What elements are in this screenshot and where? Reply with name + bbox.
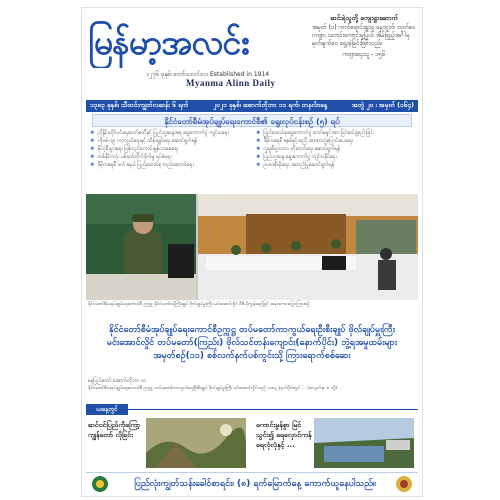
issue-number: အတွဲ ၂၀ ၊ အမှတ် (၁၆၄) — [351, 101, 414, 109]
list-item: ❖ ကိုဗစ်-၁၉ ကာကွယ်ရေးနှင့် ထိန်းချုပ်ရေး ဆောင်ရွက်ရန် — [90, 138, 198, 144]
divider — [128, 409, 418, 410]
teaser-left[interactable] — [86, 418, 248, 468]
bullet-list — [90, 130, 414, 190]
front-page-photo — [86, 194, 418, 300]
newspaper-page — [82, 8, 422, 496]
photo-caption: နိုင်ငံတော်စီမံအုပ်ချုပ်ရေးကောင်စီ ဥက္ကဋ္ဌ နိုင်ငံတော်ဝန်ကြီးချုပ် ဗိုလ်ချုပ်မှူးကြီး မင်းအောင်လှိုင် ဗီဒီယိုကွန်ဖရင့်ဖြင့် အမှာစကားပြောကြားစဉ် — [88, 302, 310, 307]
bullet-column-right — [256, 130, 414, 170]
list-item: ❖ ညှိနှိုင်းတိုင်ပင်ရေးကော်မတီနှင့် ပြည်သူ့ဆန္ဒအရ ရွေးကောက်ပွဲ ကျင်းပရေး — [90, 130, 229, 136]
list-item: ❖ ဒီမိုကရေစီ စနစ်နှင့်အညီ အာဏာလွှဲပြောင်းပေးရေး — [256, 138, 354, 144]
list-item: ❖ ဒီမိုကရေစီ ဖက်ဒရယ် ပြည်ထောင်စု တည်ဆောက်ရေး — [90, 162, 194, 168]
list-item: ❖ ပြည်သူ့ဆန္ဒ ရွေးကောက်ပွဲ ကျင်းပနိုင်ရေး — [256, 154, 337, 160]
census-banner — [86, 472, 418, 495]
teaser-right[interactable] — [254, 418, 416, 468]
teaser-right-image — [314, 418, 414, 468]
list-item: ❖ နိုင်ငံ့စီးပွားရေး ပြန်လည်ကောင်းမွန်လာစေရေး — [90, 146, 179, 152]
info-bar — [86, 100, 418, 112]
established-line: ၁၂၇၆ ခုနှစ်၊ တော်သလင်းလ၊ Established in 1914 — [146, 71, 270, 78]
list-item: ❖ ဥပဒေစိုးမိုးရေး အတည်ပြုဆောင်ရွက်ရန် — [256, 162, 335, 168]
inside-section-bar — [86, 404, 418, 415]
headline-bar: နိုင်ငံတော်စီမံအုပ်ချုပ်ရေးကောင်စီ၏ ရွေးလုပ်ငန်းစဉ် (၅) ရပ် — [92, 114, 412, 127]
gregorian-date: ၂၀၂၁ ခုနှစ်၊ အောက်တိုဘာ ၁၁ ရက်၊ တနင်္လာနေ့ — [212, 101, 328, 109]
teaser-left-image — [146, 418, 246, 468]
bullet-column-left — [90, 130, 248, 170]
teaser-right-text: ကောင်းမွန်စွာ မြင်သွင်း၍ ရေလှောင်ကန် ရေလုံလုံနှင့် ... — [256, 421, 312, 449]
banner-text: ပြည်လုံးကျွတ်သန်းခေါင်စာရင်း၊ (၈) ရက်မြောက်နေ့ ကောက်ယူနေပါသည်။ — [134, 479, 376, 489]
myanmar-date: ၁၃၈၃ ခုနှစ်၊ သီတင်းကျွတ်လဆန်း ၆ ရက် — [90, 101, 189, 109]
promo-date: ကဗျာရေးသူ - ၁၅၆ — [342, 51, 386, 58]
story-text: နိုင်ငံတော်စီမံအုပ်ချုပ်ရေးကောင်စီ ဥက္ကဋ္ဌ တပ်မတော်ကာကွယ်ရေးဦးစီးချုပ် ဗိုလ်ချုပ်မှူးကြီး မင်းအောင်လှိုင်သည် ယနေ့ နံနက်ပိုင်းတွင် ... (စာမျက်နှာ ၈ သို့) — [88, 386, 337, 391]
list-item: ❖ တစ်နိုင်ငံလုံး ပစ်ခတ်တိုက်ခိုက်မှု ရပ်စဲရေး — [90, 154, 172, 160]
lead-story-body — [88, 378, 416, 392]
emblem-icon — [394, 475, 414, 493]
promo-box — [312, 14, 416, 98]
census-logo-icon — [88, 475, 112, 493]
promo-title: ဆင်းရဲသူတို့ ကျေးရွာဆောက် — [330, 14, 398, 22]
english-title: Myanma Alinn Daily — [186, 78, 276, 88]
list-item: ❖ လူမှုစီးပွားဘဝ တိုးတက်ရေး ဆောင်ရွက်ရန် — [256, 146, 341, 152]
dateline: နေပြည်တော် အောက်တိုဘာ ၁၀ — [88, 378, 147, 384]
masthead-logo-title: မြန်မာ့အလင်း — [88, 23, 249, 63]
promo-text: အမှတ် (၁) ကတ်ရောင်းချသူ နေ့ထုတ်၊ ထုတ်ဝေကဗျာ၊ သတင်းကောင်းမှုပြုပါ၊ အိမ်ဖြည့်အင်္ဂါမှ မှတ်ချက်ဝေ ရွေးခဲ့ခြင်းဖြစ်သည်။ — [312, 24, 416, 47]
masthead — [86, 12, 306, 100]
lead-story-headline: နိုင်ငံတော်စီမံအုပ်ချုပ်ရေးကောင်စီဥက္ကဋ္ဌ တပ်မတော်ကာကွယ်ရေးဦးစီးချုပ် ဗိုလ်ချုပ်မှူးကြီး မင်းအောင်လှိုင် တပ်မတော်(ကြည်း) ဗိုလ်သင်တန်းကျောင်း(နောက်ပိုင်း) ဘွဲ့ရအမှုထမ်းများ အမှတ်စဉ်(၁၁) စစ်လက်နက်ပစ်ကွင်းသို့ ကြားရောက်စစ်ဆေး — [106, 325, 398, 361]
list-item: ❖ ပြည်ထောင်စုရွေးကောက်ပွဲ ကော်မရှင်အား ပြင်ဆင်ဖွဲ့စည်းခြင်း — [256, 130, 375, 136]
inside-label: ယနေ့တွင် — [86, 404, 128, 415]
teaser-left-text: ဆင်ဝင်ပြည်ကိုကြော့ ကျွန်တော် လိုခြင်း — [88, 421, 141, 439]
